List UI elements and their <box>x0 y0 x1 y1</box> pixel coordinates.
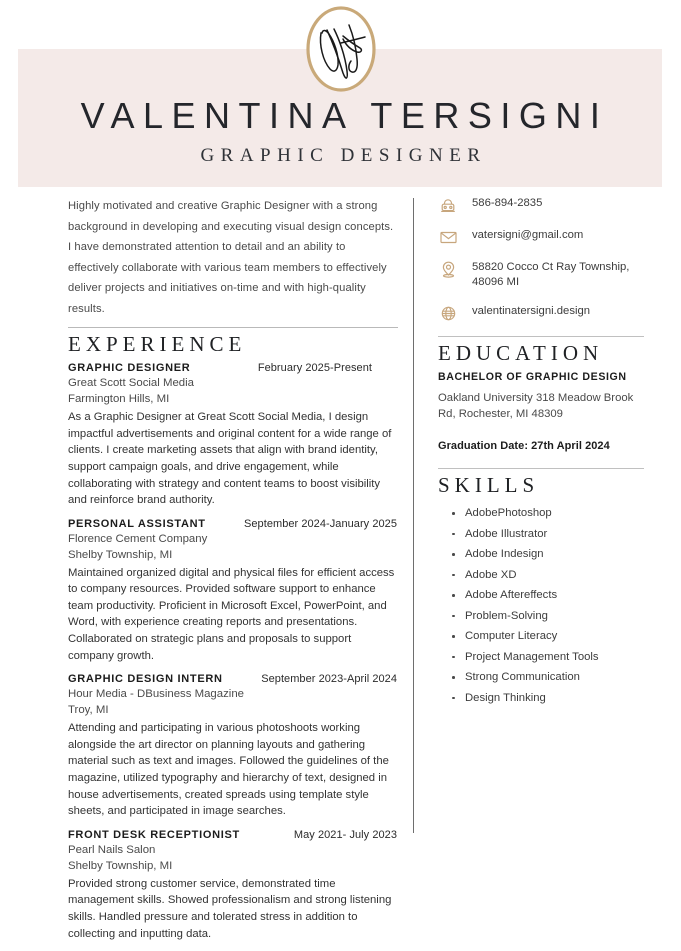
experience-location: Farmington Hills, MI <box>68 393 170 406</box>
skill-item: Adobe Indesign <box>452 544 644 565</box>
contact-value-address: 58820 Cocco Ct Ray Township, 48096 MI <box>472 261 630 288</box>
experience-item-header <box>68 829 398 841</box>
experience-company: Hour Media - DBusiness Magazine <box>68 688 244 701</box>
skills-list <box>438 503 644 708</box>
experience-job-title: GRAPHIC DESIGNER <box>68 362 191 375</box>
experience-item-header <box>68 518 398 530</box>
section-heading-education: EDUCATION <box>438 341 604 365</box>
resume-header <box>0 0 681 190</box>
main-column <box>68 196 398 951</box>
experience-item-header <box>68 362 398 374</box>
education-graduation-date: Graduation Date: 27th April 2024 <box>438 440 610 453</box>
section-divider-experience <box>68 327 398 328</box>
phone-icon <box>438 196 458 214</box>
email-icon <box>438 228 458 246</box>
experience-item <box>68 673 398 820</box>
skill-item: Problem-Solving <box>452 606 644 627</box>
vt-monogram-icon <box>303 3 379 95</box>
contact-list <box>438 196 644 322</box>
experience-item <box>68 362 398 509</box>
experience-job-date: September 2024-January 2025 <box>243 517 397 530</box>
location-icon <box>438 260 458 278</box>
sidebar-column <box>438 196 644 708</box>
experience-description: Attending and participating in various photoshoots working alongside the art director on planning layouts and gathering material such as text and images. Followed the guidelines of the magazine, utilized typography and hierarchy of text, designed in house advertisements, created spreads using template style sheets, and participated in image searches. <box>68 722 389 818</box>
experience-location: Troy, MI <box>68 704 109 717</box>
experience-location: Shelby Township, MI <box>68 859 173 872</box>
section-heading-skills: SKILLS <box>438 473 540 498</box>
contact-item-address[interactable] <box>438 260 644 290</box>
contact-item-email[interactable] <box>438 228 644 246</box>
experience-job-date: May 2021- July 2023 <box>293 828 397 841</box>
contact-item-website[interactable] <box>438 304 644 322</box>
experience-item <box>68 829 398 942</box>
experience-location: Shelby Township, MI <box>68 548 173 561</box>
experience-company: Great Scott Social Media <box>68 377 194 390</box>
page-title: VALENTINA TERSIGNI <box>80 95 609 136</box>
experience-job-title: GRAPHIC DESIGN INTERN <box>68 673 223 686</box>
experience-job-date: September 2023-April 2024 <box>261 673 397 686</box>
website-icon <box>438 304 458 322</box>
section-heading-experience: EXPERIENCE <box>68 332 247 356</box>
job-role-subtitle: GRAPHIC DESIGNER <box>200 145 487 166</box>
education-school: Oakland University 318 Meadow Brook Rd, Rochester, MI 48309 <box>438 392 634 421</box>
experience-company: Pearl Nails Salon <box>68 843 156 856</box>
experience-company: Florence Cement Company <box>68 532 208 545</box>
contact-item-phone[interactable] <box>438 196 644 214</box>
professional-summary: Highly motivated and creative Graphic Designer with a strong background in developing and executing visual design concepts. I have demonstrated attention to detail and an ability to effectively collaborate with various team members to effectively deliver projects and initiatives on-time and with high-quality results. <box>68 200 394 315</box>
contact-value-phone: 586-894-2835 <box>472 197 543 209</box>
experience-description: As a Graphic Designer at Great Scott Social Media, I design impactful advertisements and original content for a wide range of clients. I create marketing assets that align with brand identity, support campaign goals, and drive engagement, while collaborating with strategy and content teams to boost visibility and reinforce brand authority. <box>68 411 392 507</box>
experience-description: Provided strong customer service, demonstrated time management skills. Showed professionalism and strong listening skills. Handled pressure and tolerated stress in addition to collecting and inputting data. <box>68 877 392 940</box>
experience-item-header <box>68 673 398 685</box>
experience-description: Maintained organized digital and physical files for efficient access to company resources. Provided software support to enhance team productivity. Proficient in Microsoft Excel, PowerPoint, and Word, with experience creating reports and presentations. Collaborated on strategic plans and proposals to support company growth. <box>68 566 395 662</box>
skill-item: Strong Communication <box>452 667 644 688</box>
skill-item: AdobePhotoshop <box>452 503 644 524</box>
contact-value-email: vatersigni@gmail.com <box>472 229 584 241</box>
skill-item: Adobe XD <box>452 565 644 586</box>
name-block <box>0 95 681 166</box>
experience-job-title: FRONT DESK RECEPTIONIST <box>68 828 240 841</box>
skill-item: Computer Literacy <box>452 626 644 647</box>
section-divider-skills <box>438 468 644 469</box>
experience-job-date: February 2025-Present <box>257 362 372 375</box>
section-divider-education <box>438 336 644 337</box>
column-divider <box>413 198 414 833</box>
skill-item: Design Thinking <box>452 688 644 709</box>
skill-item: Adobe Aftereffects <box>452 585 644 606</box>
experience-item <box>68 518 398 665</box>
education-degree: BACHELOR OF GRAPHIC DESIGN <box>438 371 627 384</box>
skill-item: Project Management Tools <box>452 647 644 668</box>
skill-item: Adobe Illustrator <box>452 524 644 545</box>
contact-value-website: valentinatersigni.design <box>472 305 591 317</box>
experience-job-title: PERSONAL ASSISTANT <box>68 517 206 530</box>
